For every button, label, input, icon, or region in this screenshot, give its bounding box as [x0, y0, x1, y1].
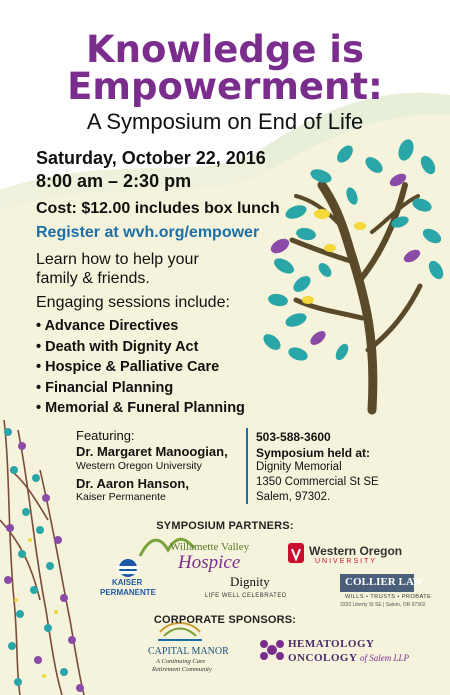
dignity-name: Dignity — [230, 574, 270, 589]
speaker-affiliation: Western Oregon University — [76, 460, 202, 472]
kaiser-permanente-logo — [117, 559, 139, 577]
learn-line-1: Learn how to help your — [36, 251, 199, 268]
featuring-label: Featuring: — [76, 428, 135, 443]
western-oregon-logo — [288, 543, 304, 563]
title-line-2: Empowerment: — [67, 65, 383, 108]
event-cost: Cost: $12.00 includes box lunch — [36, 200, 280, 217]
subtitle: A Symposium on End of Life — [86, 109, 364, 134]
speaker-name: Dr. Aaron Hanson, — [76, 476, 189, 491]
venue-name: Dignity Memorial — [256, 461, 342, 473]
dignity-tagline: LIFE WELL CELEBRATED — [205, 593, 287, 599]
capital-manor-tagline1: A Continuing Care — [156, 658, 206, 665]
sponsors-heading: CORPORATE SPONSORS: — [153, 614, 297, 626]
flower-branches — [0, 420, 84, 695]
event-date: Saturday, October 22, 2016 — [36, 148, 266, 168]
collier-tagline: WILLS • TRUSTS • PROBATE — [345, 594, 432, 600]
collier-address: 3320 Liberty St SE | Salem, OR 97302 — [340, 602, 426, 608]
session-item: • Hospice & Palliative Care — [36, 359, 220, 375]
hematology-line2: ONCOLOGY — [288, 652, 358, 664]
willamette-line2: Hospice — [178, 552, 241, 573]
western-oregon-line1: Western Oregon — [309, 544, 403, 558]
session-item: • Advance Directives — [36, 318, 179, 334]
speaker-name: Dr. Margaret Manoogian, — [76, 444, 228, 459]
contact-phone: 503-588-3600 — [256, 430, 331, 444]
event-time: 8:00 am – 2:30 pm — [36, 171, 192, 191]
title-line-1: Knowledge is — [85, 28, 365, 71]
hematology-line1: HEMATOLOGY — [288, 638, 375, 650]
session-item: • Memorial & Funeral Planning — [36, 400, 245, 416]
session-item: • Financial Planning — [36, 380, 174, 396]
willamette-line1: Willamette Valley — [170, 541, 250, 553]
venue-street: 1350 Commercial St SE — [256, 476, 379, 488]
hematology-suffix: of Salem LLP — [360, 653, 410, 663]
hematology-oncology-logo — [260, 640, 284, 660]
capital-manor-name: CAPITAL MANOR — [148, 646, 229, 657]
speaker-affiliation: Kaiser Permanente — [76, 491, 166, 503]
kaiser-line2: PERMANENTE — [100, 588, 157, 597]
kaiser-line1: KAISER — [112, 578, 143, 587]
sessions-label: Engaging sessions include: — [36, 294, 230, 311]
partners-heading: SYMPOSIUM PARTNERS: — [156, 520, 294, 532]
venue-label: Symposium held at: — [256, 446, 371, 460]
western-oregon-line2: UNIVERSITY — [315, 558, 378, 565]
register-link[interactable]: Register at wvh.org/empower — [36, 224, 260, 241]
collier-name: COLLIER LAW — [345, 576, 424, 588]
info-divider — [246, 428, 248, 504]
learn-line-2: family & friends. — [36, 270, 150, 287]
venue-city: Salem, 97302. — [256, 491, 331, 503]
capital-manor-tagline2: Retirement Community — [152, 666, 212, 673]
session-item: • Death with Dignity Act — [36, 339, 199, 355]
flower-blossoms — [4, 428, 84, 692]
